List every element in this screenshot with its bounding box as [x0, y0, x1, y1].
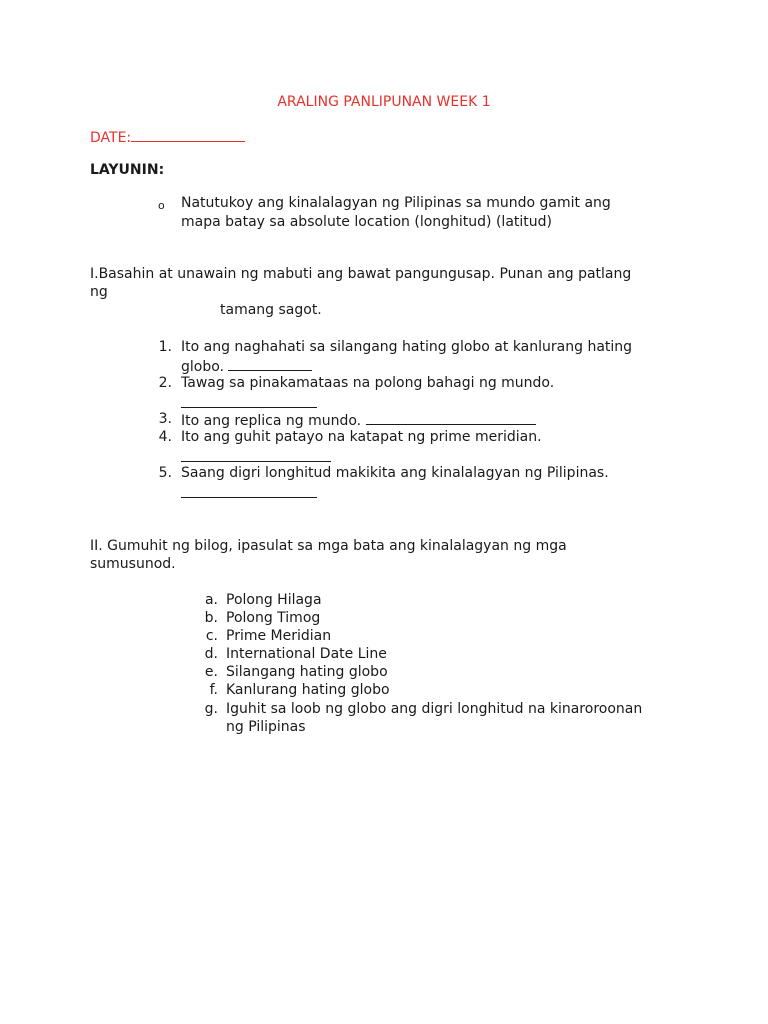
part2-item-g-letter: g.: [204, 701, 218, 717]
date-blank: [131, 127, 245, 142]
worksheet-title: ARALING PANLIPUNAN WEEK 1: [277, 94, 491, 110]
objective-line-1: Natutukoy ang kinalalagyan ng Pilipinas sa mundo gamit ang: [181, 195, 611, 211]
objective-line-2: mapa batay sa absolute location (longhitud) (latitud): [181, 214, 552, 230]
objective-bullet: o: [158, 199, 165, 212]
date-row: [90, 127, 245, 147]
item-4-text: Ito ang guhit patayo na katapat ng prime meridian.: [181, 429, 542, 445]
item-1-text-line-1: Ito ang naghahati sa silangang hating globo at kanlurang hating: [181, 339, 633, 355]
part1-instruction-line-1: I.Basahin at unawain ng mabuti ang bawat pangungusap. Punan ang patlang: [90, 266, 632, 282]
objectives-heading: LAYUNIN:: [90, 162, 165, 178]
item-3-text: Ito ang replica ng mundo.: [181, 413, 362, 429]
item-1-text-end: globo.: [181, 359, 224, 375]
part1-instruction-line-3: tamang sagot.: [220, 302, 322, 318]
date-label: DATE:: [90, 130, 132, 146]
item-1-number: 1.: [158, 339, 172, 355]
item-1-answer-blank[interactable]: [228, 356, 312, 371]
part2-item-g-text-line-2: ng Pilipinas: [226, 719, 306, 735]
part2-item-g-text-line-1: Iguhit sa loob ng globo ang digri longhitud na kinaroroonan: [226, 701, 643, 717]
item-1-text-line-2: [181, 356, 312, 376]
part2-item-b-text: Polong Timog: [226, 610, 321, 626]
part2-item-d-text: International Date Line: [226, 646, 387, 662]
item-2-number: 2.: [158, 375, 172, 391]
item-3-text-row: [181, 410, 536, 430]
item-3-number: 3.: [158, 411, 172, 427]
part2-item-b-letter: b.: [204, 610, 218, 626]
part2-item-e-letter: e.: [204, 664, 218, 680]
part2-item-a-letter: a.: [204, 592, 218, 608]
part2-item-d-letter: d.: [204, 646, 218, 662]
item-2-answer-blank[interactable]: [181, 393, 317, 408]
item-4-number: 4.: [158, 429, 172, 445]
part2-item-f-text: Kanlurang hating globo: [226, 682, 390, 698]
part2-item-c-text: Prime Meridian: [226, 628, 332, 644]
item-3-answer-blank[interactable]: [366, 410, 536, 425]
item-5-answer-blank[interactable]: [181, 483, 317, 498]
part2-item-c-letter: c.: [205, 628, 218, 644]
item-2-text: Tawag sa pinakamataas na polong bahagi ng mundo.: [181, 375, 555, 391]
item-4-answer-blank[interactable]: [181, 447, 331, 462]
part2-instruction-line-1: II. Gumuhit ng bilog, ipasulat sa mga bata ang kinalalagyan ng mga: [90, 538, 567, 554]
item-5-answer-row: [181, 483, 317, 503]
part2-item-a-text: Polong Hilaga: [226, 592, 322, 608]
part2-instruction-line-2: sumusunod.: [90, 556, 176, 572]
part1-instruction-line-2: ng: [90, 284, 108, 300]
item-5-text: Saang digri longhitud makikita ang kinalalagyan ng Pilipinas.: [181, 465, 609, 481]
part2-item-e-text: Silangang hating globo: [226, 664, 388, 680]
item-5-number: 5.: [158, 465, 172, 481]
part2-item-f-letter: f.: [209, 682, 218, 698]
